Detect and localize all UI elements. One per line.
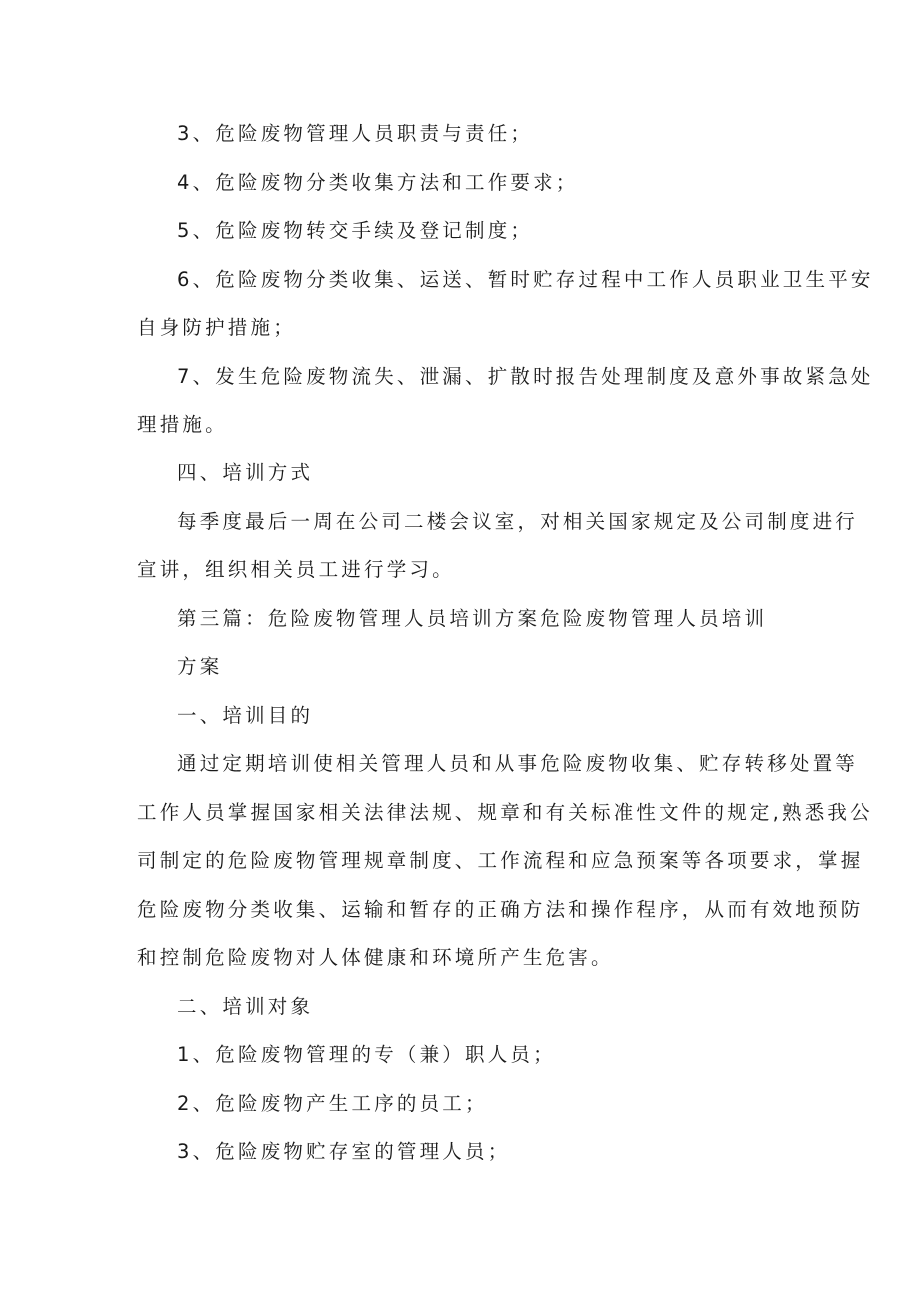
list-item: 2、危险废物产生工序的员工； xyxy=(177,1092,488,1115)
paragraph-line: 每季度最后一周在公司二楼会议室，对相关国家规定及公司制度进行 xyxy=(177,510,859,533)
section-heading: 二、培训对象 xyxy=(177,995,314,1018)
paragraph-line: 工作人员掌握国家相关法律法规、规章和有关标准性文件的规定,熟悉我公 xyxy=(137,801,873,824)
list-item: 5、危险废物转交手续及登记制度； xyxy=(177,219,534,242)
paragraph-line: 和控制危险废物对人体健康和环境所产生危害。 xyxy=(137,946,614,969)
list-item: 3、危险废物管理人员职责与责任； xyxy=(177,122,534,145)
list-item: 7、发生危险废物流失、泄漏、扩散时报告处理制度及意外事故紧急处 xyxy=(177,365,874,388)
list-item: 1、危险废物管理的专（兼）职人员； xyxy=(177,1043,556,1066)
paragraph-line: 通过定期培训使相关管理人员和从事危险废物收集、贮存转移处置等 xyxy=(177,752,859,775)
part-title: 第三篇：危险废物管理人员培训方案危险废物管理人员培训 xyxy=(177,607,768,630)
list-item-continuation: 理措施。 xyxy=(137,413,228,436)
list-item: 3、危险废物贮存室的管理人员； xyxy=(177,1140,511,1163)
paragraph-line: 司制定的危险废物管理规章制度、工作流程和应急预案等各项要求，掌握 xyxy=(137,849,864,872)
paragraph-line: 宣讲，组织相关员工进行学习。 xyxy=(137,558,455,581)
section-heading: 一、培训目的 xyxy=(177,704,314,727)
list-item-continuation: 自身防护措施； xyxy=(137,316,296,339)
section-heading: 四、培训方式 xyxy=(177,461,314,484)
list-item: 4、危险废物分类收集方法和工作要求； xyxy=(177,171,579,194)
part-title: 方案 xyxy=(177,655,223,678)
list-item: 6、危险废物分类收集、运送、暂时贮存过程中工作人员职业卫生平安 xyxy=(177,268,874,291)
paragraph-line: 危险废物分类收集、运输和暂存的正确方法和操作程序，从而有效地预防 xyxy=(137,898,864,921)
